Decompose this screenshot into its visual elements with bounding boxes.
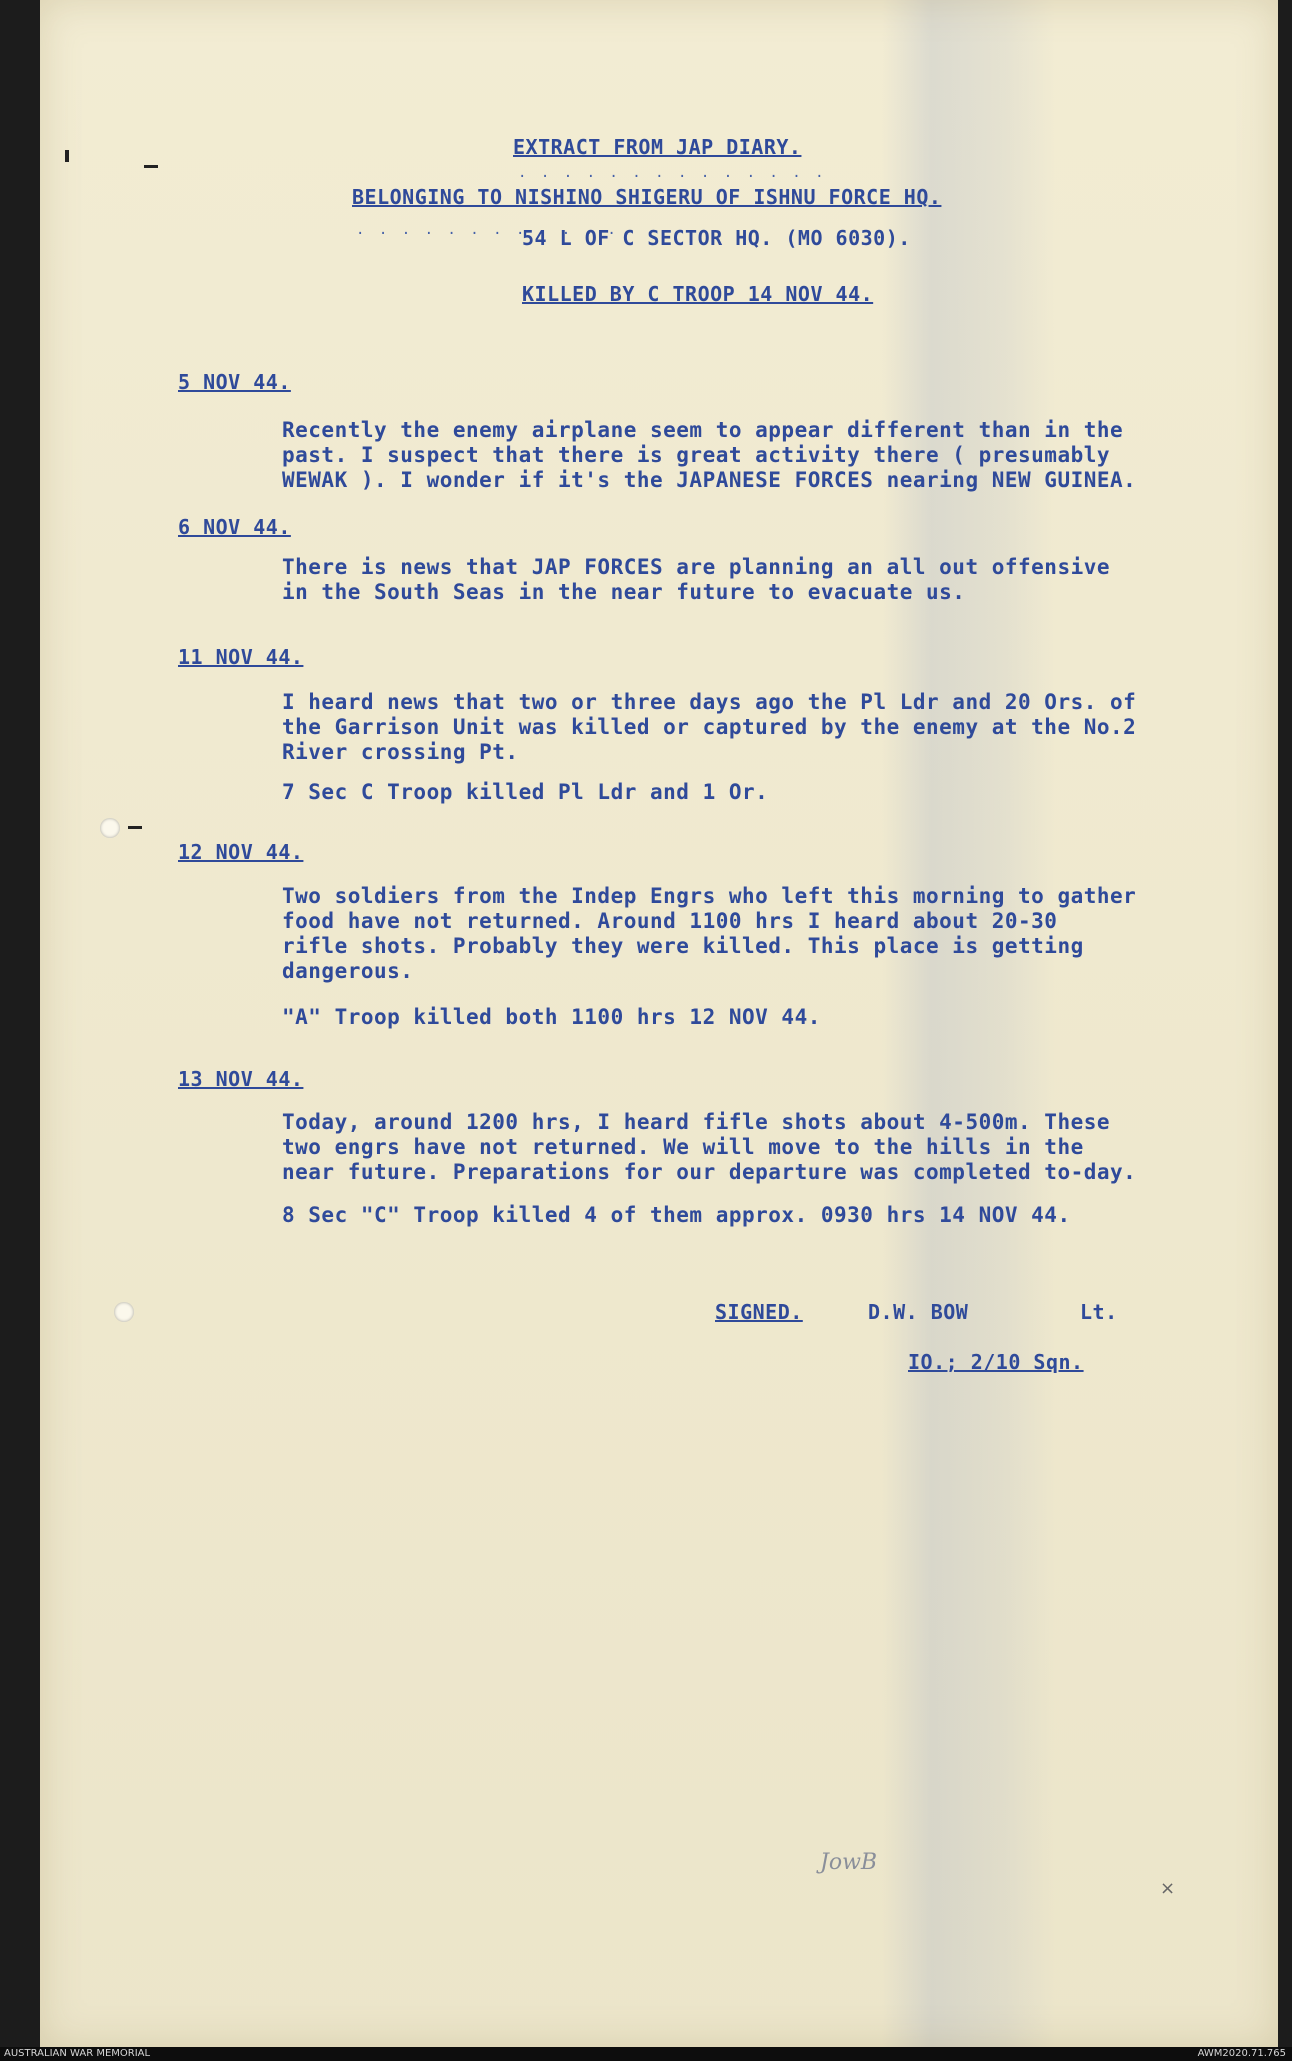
entry-line: food have not returned. Around 1100 hrs I heard about 20-30 — [282, 909, 1058, 933]
entry-line: Recently the enemy airplane seem to appear different than in the — [282, 418, 1124, 442]
entry-line: rifle shots. Probably they were killed. This place is getting — [282, 934, 1084, 958]
entry-line: Two soldiers from the Indep Engrs who left this morning to gather — [282, 884, 1137, 908]
entry-line: the Garrison Unit was killed or captured by the enemy at the No.2 — [282, 715, 1137, 739]
heading-line-2: BELONGING TO NISHINO SHIGERU OF ISHNU FORCE HQ. — [352, 185, 942, 209]
entry-text — [282, 418, 1282, 493]
entry-line: River crossing Pt. — [282, 740, 519, 764]
entry-date: 5 NOV 44. — [178, 370, 291, 394]
corner-mark: × — [1160, 1878, 1176, 1899]
entry-text — [282, 1110, 1282, 1185]
entry-line: in the South Seas in the near future to evacuate us. — [282, 580, 966, 604]
dotted-rule: . . . . . . . . . . . . . . — [518, 165, 827, 181]
entry-line: WEWAK ). I wonder if it's the JAPANESE FORCES nearing NEW GUINEA. — [282, 468, 1137, 492]
margin-tick — [128, 826, 142, 829]
entry-text — [282, 690, 1282, 765]
entry-line: I heard news that two or three days ago the Pl Ldr and 20 Ors. of — [282, 690, 1137, 714]
footer-credit: AUSTRALIAN WAR MEMORIAL — [4, 2048, 151, 2059]
punch-hole — [100, 818, 120, 838]
punch-hole — [114, 1302, 134, 1322]
footer-strip — [0, 2047, 1292, 2061]
margin-tick — [144, 165, 158, 168]
signatory-rank: Lt. — [1080, 1300, 1118, 1324]
entry-line: near future. Preparations for our departure was completed to-day. — [282, 1160, 1137, 1184]
signatory-unit: IO.; 2/10 Sqn. — [908, 1350, 1084, 1374]
entry-note: 7 Sec C Troop killed Pl Ldr and 1 Or. — [282, 780, 769, 804]
footer-accession-number: AWM2020.71.765 — [1197, 2048, 1286, 2059]
entry-note: 8 Sec "C" Troop killed 4 of them approx. 0930 hrs 14 NOV 44. — [282, 1203, 1071, 1227]
signed-label: SIGNED. — [715, 1300, 803, 1324]
heading-line-4: KILLED BY C TROOP 14 NOV 44. — [522, 282, 874, 306]
entry-line: There is news that JAP FORCES are planning an all out offensive — [282, 555, 1111, 579]
entry-line: two engrs have not returned. We will move to the hills in the — [282, 1135, 1084, 1159]
heading-line-3: 54 L OF C SECTOR HQ. (MO 6030). — [522, 226, 911, 250]
entry-text — [282, 555, 1282, 605]
entry-date: 11 NOV 44. — [178, 645, 304, 669]
entry-line: dangerous. — [282, 959, 414, 983]
entry-text — [282, 884, 1282, 984]
entry-line: Today, around 1200 hrs, I heard fifle shots about 4-500m. These — [282, 1110, 1111, 1134]
document-sheet — [40, 0, 1278, 2047]
entry-date: 6 NOV 44. — [178, 515, 291, 539]
entry-date: 13 NOV 44. — [178, 1067, 304, 1091]
dotted-rule: . . . . . . . . . . . . — [356, 222, 619, 238]
entry-note: "A" Troop killed both 1100 hrs 12 NOV 44. — [282, 1005, 821, 1029]
entry-line: past. I suspect that there is great activity there ( presumably — [282, 443, 1111, 467]
handwritten-initials: JowB — [820, 1850, 878, 1875]
entry-date: 12 NOV 44. — [178, 840, 304, 864]
heading-line-1: EXTRACT FROM JAP DIARY. — [513, 135, 802, 159]
margin-tick — [65, 150, 69, 162]
signatory-name: D.W. BOW — [868, 1300, 969, 1324]
